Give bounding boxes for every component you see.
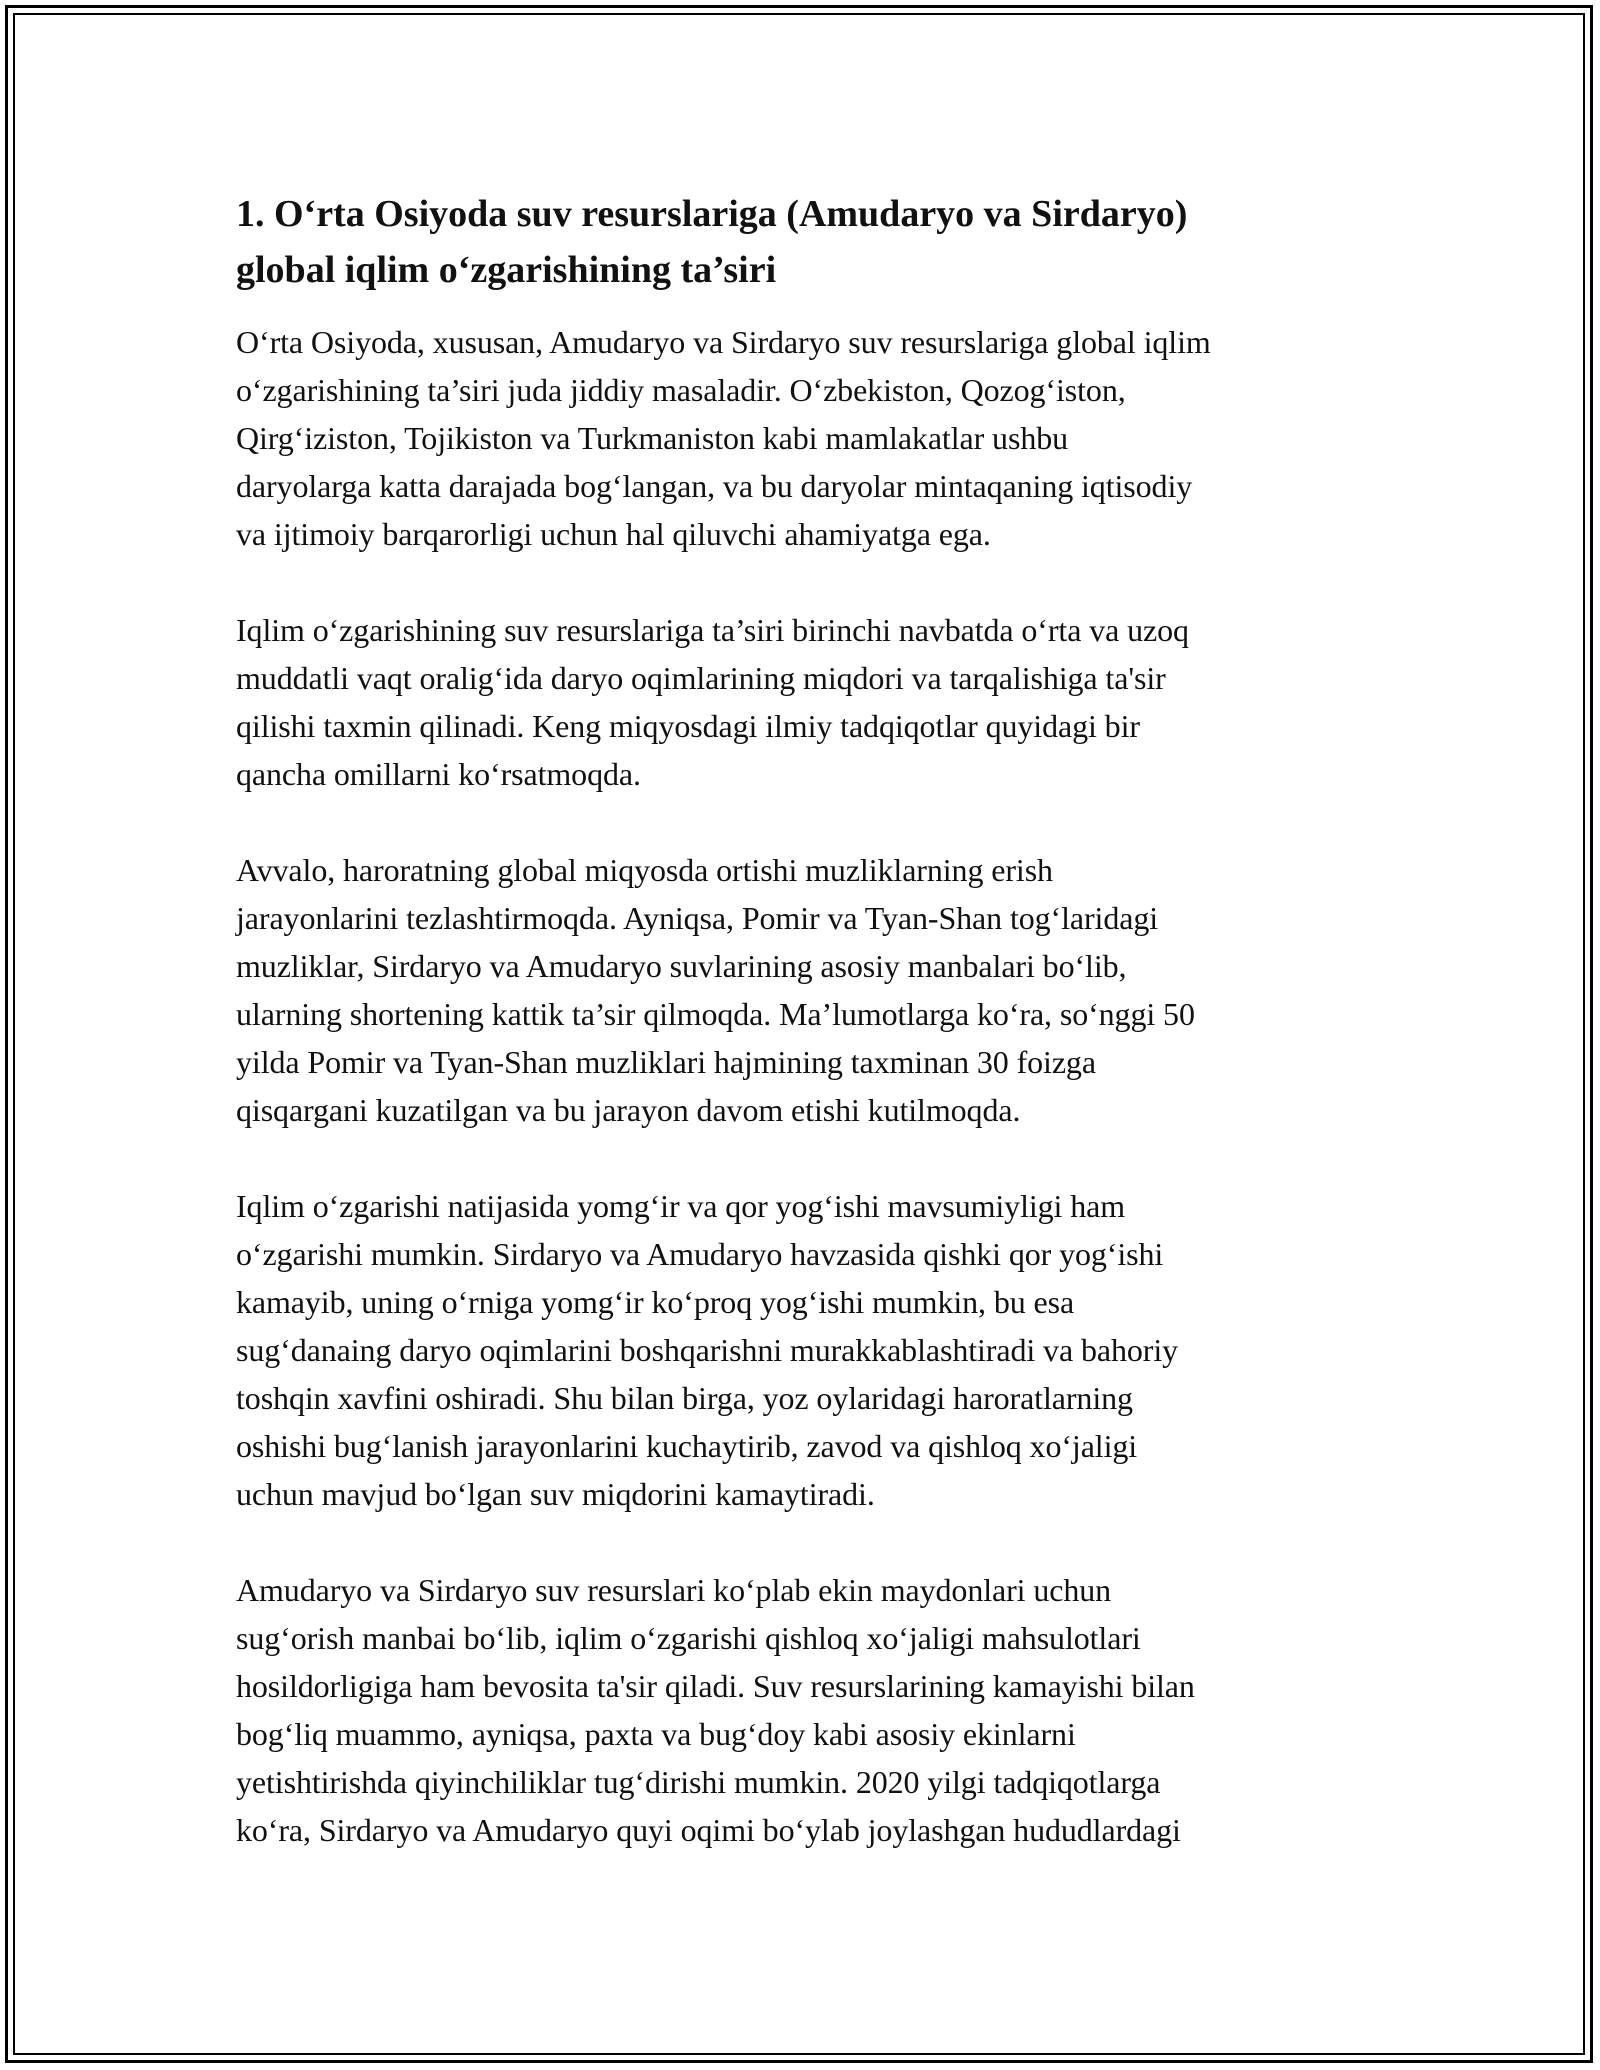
paragraph-4: [236, 1182, 1386, 1518]
text-line: qilishi taxmin qilinadi. Keng miqyosdagi ilmiy tadqiqotlar quyidagi bir: [236, 708, 1140, 744]
paragraph-1: [236, 318, 1386, 558]
text-line: sug‘orish manbai bo‘lib, iqlim o‘zgarishi qishloq xo‘jaligi mahsulotlari: [236, 1620, 1141, 1656]
text-line: O‘rta Osiyoda, xususan, Amudaryo va Sirdaryo suv resurslariga global iqlim: [236, 324, 1211, 360]
text-line: muzliklar, Sirdaryo va Amudaryo suvlarining asosiy manbalari bo‘lib,: [236, 948, 1127, 984]
text-line: bog‘liq muammo, ayniqsa, paxta va bug‘doy kabi asosiy ekinlarni: [236, 1716, 1076, 1752]
text-line: Amudaryo va Sirdaryo suv resurslari ko‘plab ekin maydonlari uchun: [236, 1572, 1112, 1608]
text-line: Avvalo, haroratning global miqyosda ortishi muzliklarning erish: [236, 852, 1053, 888]
paragraph-2: [236, 606, 1386, 798]
text-line: Iqlim o‘zgarishi natijasida yomg‘ir va qor yog‘ishi mavsumiyligi ham: [236, 1188, 1126, 1224]
text-line: uchun mavjud bo‘lgan suv miqdorini kamaytiradi.: [236, 1476, 875, 1512]
title-line: 1. O‘rta Osiyoda suv resurslariga (Amudaryo va Sirdaryo): [236, 193, 1188, 235]
text-line: oshishi bug‘lanish jarayonlarini kuchaytirib, zavod va qishloq xo‘jaligi: [236, 1428, 1138, 1464]
text-line: o‘zgarishi mumkin. Sirdaryo va Amudaryo havzasida qishki qor yog‘ishi: [236, 1236, 1164, 1272]
text-line: muddatli vaqt oralig‘ida daryo oqimlarining miqdori va tarqalishiga ta'sir: [236, 660, 1166, 696]
title-line: global iqlim o‘zgarishining ta’siri: [236, 249, 777, 291]
text-line: qisqargani kuzatilgan va bu jarayon davom etishi kutilmoqda.: [236, 1092, 1021, 1128]
text-line: yilda Pomir va Tyan-Shan muzliklari hajmining taxminan 30 foizga: [236, 1044, 1096, 1080]
section-title: [236, 186, 1386, 298]
text-line: Qirg‘iziston, Tojikiston va Turkmaniston kabi mamlakatlar ushbu: [236, 420, 1069, 456]
paragraph-3: [236, 846, 1386, 1134]
text-line: qancha omillarni ko‘rsatmoqda.: [236, 756, 641, 792]
text-line: sug‘danaing daryo oqimlarini boshqarishni murakkablashtiradi va bahoriy: [236, 1332, 1179, 1368]
text-line: Iqlim o‘zgarishining suv resurslariga ta’siri birinchi navbatda o‘rta va uzoq: [236, 612, 1189, 648]
paragraph-5: [236, 1566, 1386, 1854]
text-line: ularning shortening kattik ta’sir qilmoqda. Ma’lumotlarga ko‘ra, so‘nggi 50: [236, 996, 1195, 1032]
text-line: yetishtirishda qiyinchiliklar tug‘dirishi mumkin. 2020 yilgi tadqiqotlarga: [236, 1764, 1161, 1800]
text-line: va ijtimoiy barqarorligi uchun hal qiluvchi ahamiyatga ega.: [236, 516, 991, 552]
text-line: o‘zgarishining ta’siri juda jiddiy masaladir. O‘zbekiston, Qozog‘iston,: [236, 372, 1126, 408]
text-line: ko‘ra, Sirdaryo va Amudaryo quyi oqimi bo‘ylab joylashgan hududlardagi: [236, 1812, 1181, 1848]
text-line: jarayonlarini tezlashtirmoqda. Ayniqsa, Pomir va Tyan-Shan tog‘laridagi: [236, 900, 1159, 936]
document-body: [236, 186, 1386, 1902]
text-line: daryolarga katta darajada bog‘langan, va bu daryolar mintaqaning iqtisodiy: [236, 468, 1193, 504]
text-line: toshqin xavfini oshiradi. Shu bilan birga, yoz oylaridagi haroratlarning: [236, 1380, 1133, 1416]
text-line: hosildorligiga ham bevosita ta'sir qiladi. Suv resurslarining kamayishi bilan: [236, 1668, 1195, 1704]
text-line: kamayib, uning o‘rniga yomg‘ir ko‘proq yog‘ishi mumkin, bu esa: [236, 1284, 1075, 1320]
